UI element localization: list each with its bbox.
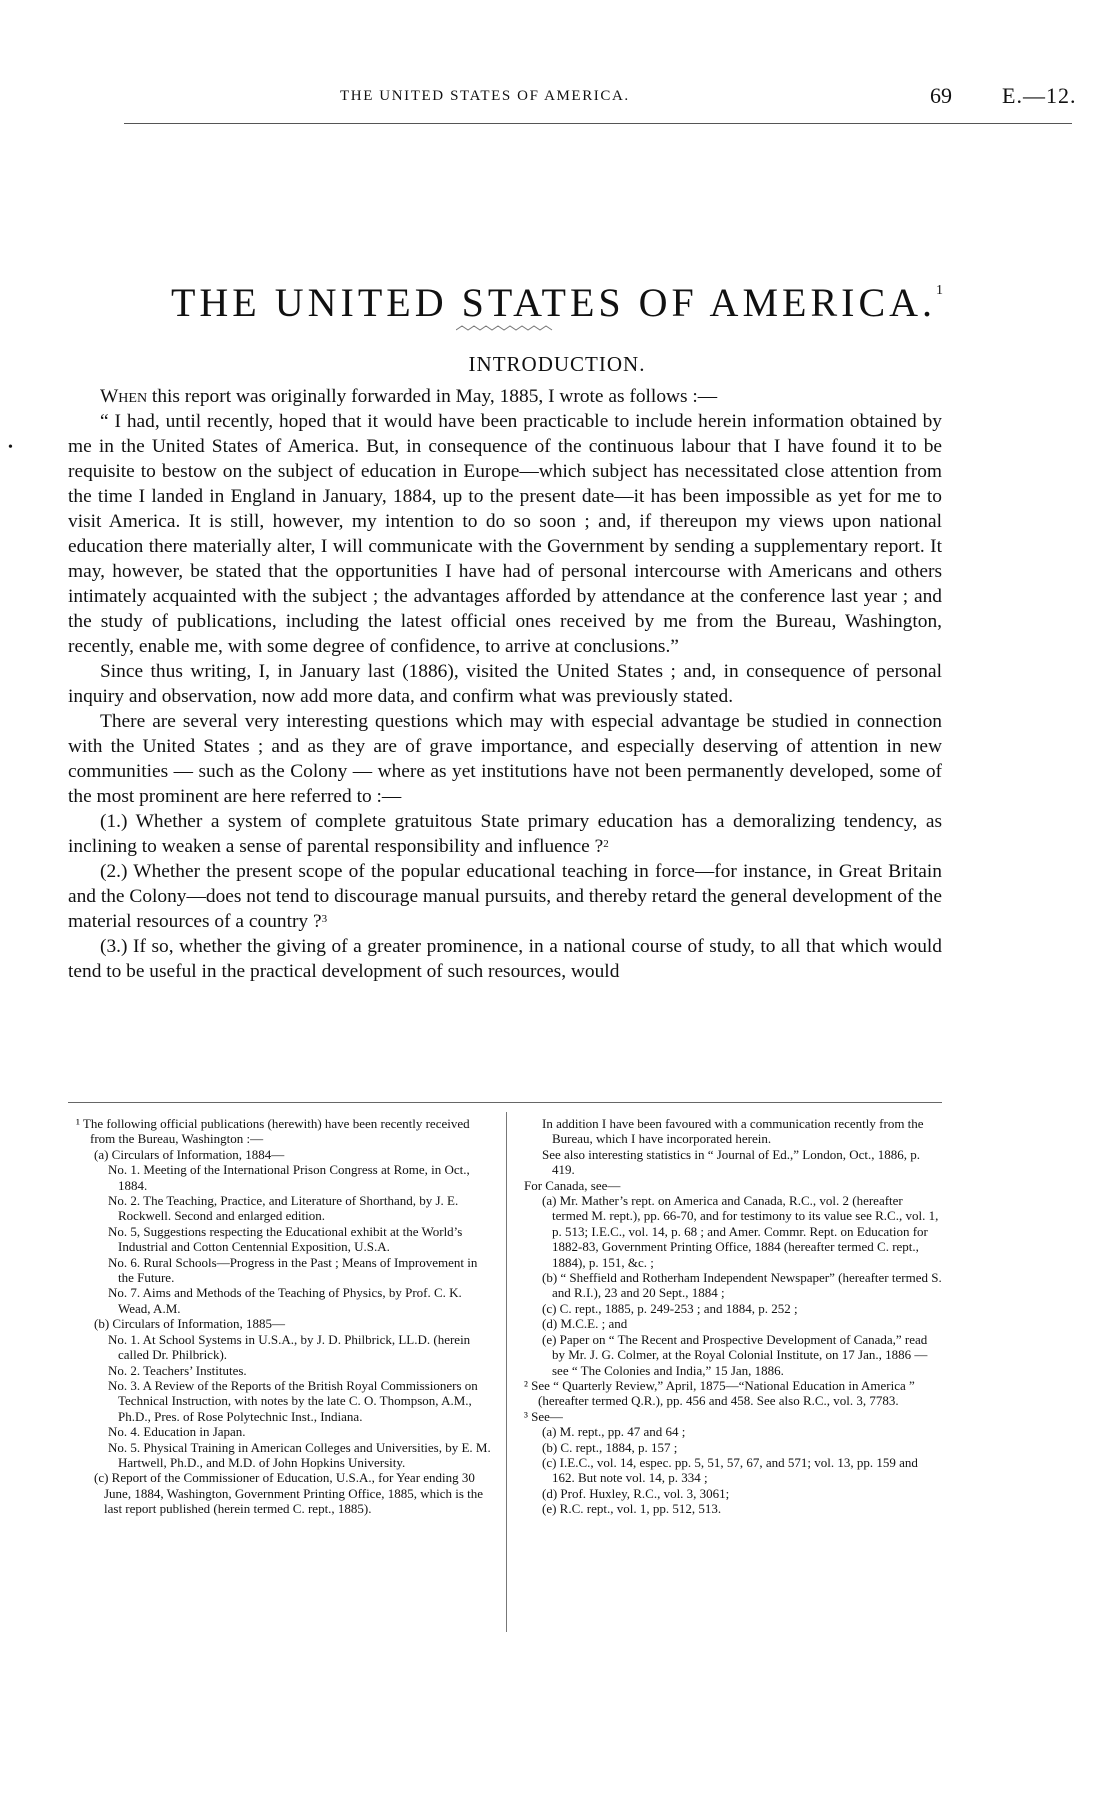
footnote-ref: 2 xyxy=(603,838,609,850)
footnote-entry: (c) I.E.C., vol. 14, espec. pp. 5, 51, 57, 67, and 571; vol. 13, pp. 159 and 162. But note vol. 14, p. 334 ; xyxy=(542,1454,918,1486)
footnote-entry: (b) C. rept., 1884, p. 157 ; xyxy=(542,1439,678,1455)
footnote-entry: No. 1. At School Systems in U.S.A., by J. D. Philbrick, LL.D. (herein called Dr. Philbrick). xyxy=(108,1331,471,1363)
running-header xyxy=(0,83,1114,112)
footnote-entry: (c) Report of the Commissioner of Education, U.S.A., for Year ending 30 June, 1884, Washington, Government Printing Office, 1885, which is the last report published (herein termed C. rept., 1885). xyxy=(94,1470,484,1517)
footnote-entry: See also interesting statistics in “ Journal of Ed.,” London, Oct., 1886, p. 419. xyxy=(542,1146,921,1178)
footnote-entry: No. 5, Suggestions respecting the Educational exhibit at the World’s Industrial and Cotton Centennial Exposition, U.S.A. xyxy=(108,1223,463,1255)
title-footnote-ref: 1 xyxy=(936,283,944,298)
question-1: (1.) Whether a system of complete gratuitous State primary education has a demoralizing tendency, as inclining to weaken a sense of parental responsibility and influence ?$^2$ xyxy=(68,811,942,857)
footnote-entry: (b) Circulars of Information, 1885— xyxy=(94,1316,285,1332)
footnote-entry: (d) Prof. Huxley, R.C., vol. 3, 3061; xyxy=(542,1485,730,1501)
footnote-entry: ² See “ Quarterly Review,” April, 1875—“National Education in America ” (hereafter termed Q.R.), pp. 456 and 458. See also R.C., vol. 3, 7783. xyxy=(524,1377,915,1409)
footnote-entry: (a) Circulars of Information, 1884— xyxy=(94,1146,285,1162)
footnote-entry: No. 6. Rural Schools—Progress in the Past ; Means of Improvement in the Future. xyxy=(108,1254,478,1286)
footnote-entry: (a) M. rept., pp. 47 and 64 ; xyxy=(542,1424,686,1440)
paragraph: “ I had, until recently, hoped that it would have been practicable to include herein information obtained by me in the United States of America. But, in consequence of the continuous labour that I have found it to be requisite to bestow on the subject of education in Europe—which subject has necessitated close attention from the time I landed in England in January, 1884, up to the present date—it has been impossible as yet for me to visit America. It is still, however, my intention to do so soon ; and, if thereupon my views upon national education there materially alter, I will communicate with the Government by sending a supplementary report. It may, however, be stated that the opportunities I have had of personal intercourse with Americans and others intimately acquainted with the subject ; the advantages afforded by attendance at the conference last year ; and the study of publications, including the latest official ones received by me from the Bureau, Washington, recently, enable me, with some degree of confidence, to arrive at conclusions.” xyxy=(68,411,942,657)
footnote-ref: 3 xyxy=(321,913,328,925)
footnote-entry: No. 3. A Review of the Reports of the British Royal Commissioners on Technical Instruction, with notes by the late C. O. Thompson, A.M., Ph.D., Pres. of Rose Polytechnic Inst., Indiana. xyxy=(108,1377,478,1424)
footnote-entry: ³ See— xyxy=(524,1408,563,1424)
paragraph: Since thus writing, I, in January last (1886), visited the United States ; and, in consequence of personal inquiry and observation, now add more data, and confirm what was previously stated. xyxy=(68,661,942,707)
footnote-column-divider xyxy=(506,1112,507,1632)
section-heading: INTRODUCTION. xyxy=(468,352,646,376)
page-title: THE UNITED STATES OF AMERICA.$^1$ xyxy=(170,280,944,325)
footnote-entry: No. 7. Aims and Methods of the Teaching of Physics, by Prof. C. K. Wead, A.M. xyxy=(108,1285,462,1316)
footnotes-left-column xyxy=(68,1116,496,1517)
title-ornament xyxy=(456,324,556,332)
footnote-entry: No. 1. Meeting of the International Prison Congress at Rome, in Oct., 1884. xyxy=(108,1162,470,1193)
footnote-entry: ¹ The following official publications (herewith) have been recently received from the Bureau, Washington :— xyxy=(76,1116,470,1147)
paragraph: When this report was originally forwarded in May, 1885, I wrote as follows :— xyxy=(100,386,718,407)
footnote-entry: (e) R.C. rept., vol. 1, pp. 512, 513. xyxy=(542,1501,722,1517)
header-title: THE UNITED STATES OF AMERICA. xyxy=(340,88,630,104)
footnote-entry: (b) “ Sheffield and Rotherham Independent Newspaper” (hereafter termed S. and R.I.), 23 and 20 Sept., 1884 ; xyxy=(542,1270,942,1301)
footnote-entry: (c) C. rept., 1885, p. 249-253 ; and 1884, p. 252 ; xyxy=(542,1300,798,1316)
footnote-entry: No. 5. Physical Training in American Colleges and Universities, by E. M. Hartwell, Ph.D., and M.D. of John Hopkins University. xyxy=(108,1439,491,1470)
document-code: E.—12. xyxy=(1002,83,1077,108)
footnote-rule xyxy=(68,1102,942,1103)
footnote-entry: (d) M.C.E. ; and xyxy=(542,1316,628,1332)
footnote-entry: (a) Mr. Mather’s rept. on America and Canada, R.C., vol. 2 (hereafter termed M. rept.), pp. 66-70, and for testimony to its value see R.C., vol. 1, p. 513; I.E.C., vol. 14, p. 68 ; and Amer. Commr. Rept. on Education for 1882-83, Government Printing Office, 1884 (hereafter termed C. rept., 1884), p. 151, &c. ; xyxy=(542,1193,939,1270)
footnote-entry: No. 2. Teachers’ Institutes. xyxy=(108,1362,247,1378)
footnote-entry: No. 2. The Teaching, Practice, and Literature of Shorthand, by J. E. Rockwell. Second and enlarged edition. xyxy=(108,1193,459,1224)
paragraph: There are several very interesting questions which may with especial advantage be studied in connection with the United States ; and as they are of grave importance, and especially deserving of attention in new communities — such as the Colony — where as yet institutions have not been permanently developed, some of the most prominent are here referred to :— xyxy=(68,711,942,807)
question-3: (3.) If so, whether the giving of a greater prominence, in a national course of study, to all that which would tend to be useful in the practical development of such resources, would xyxy=(68,936,942,982)
footnotes-right-column xyxy=(516,1116,942,1517)
footnote-entry: In addition I have been favoured with a communication recently from the Bureau, which I have incorporated herein. xyxy=(542,1116,924,1147)
question-2: (2.) Whether the present scope of the popular educational teaching in force—for instance, in Great Britain and the Colony—does not tend to discourage manual pursuits, and thereby retard the general development of the material resources of a country ?$^3$ xyxy=(68,861,942,932)
header-rule xyxy=(124,123,1072,124)
margin-mark: • xyxy=(8,440,13,455)
footnote-entry: No. 4. Education in Japan. xyxy=(108,1424,246,1440)
page-number: 69 xyxy=(930,83,952,108)
footnote-entry: (e) Paper on “ The Recent and Prospective Development of Canada,” read by Mr. J. G. Colmer, at the Royal Colonial Institute, on 17 Jan., 1886 — see “ The Colonies and India,” 15 Jan, 1886. xyxy=(542,1331,928,1378)
footnote-entry: For Canada, see— xyxy=(524,1177,621,1193)
body-text xyxy=(68,384,942,984)
